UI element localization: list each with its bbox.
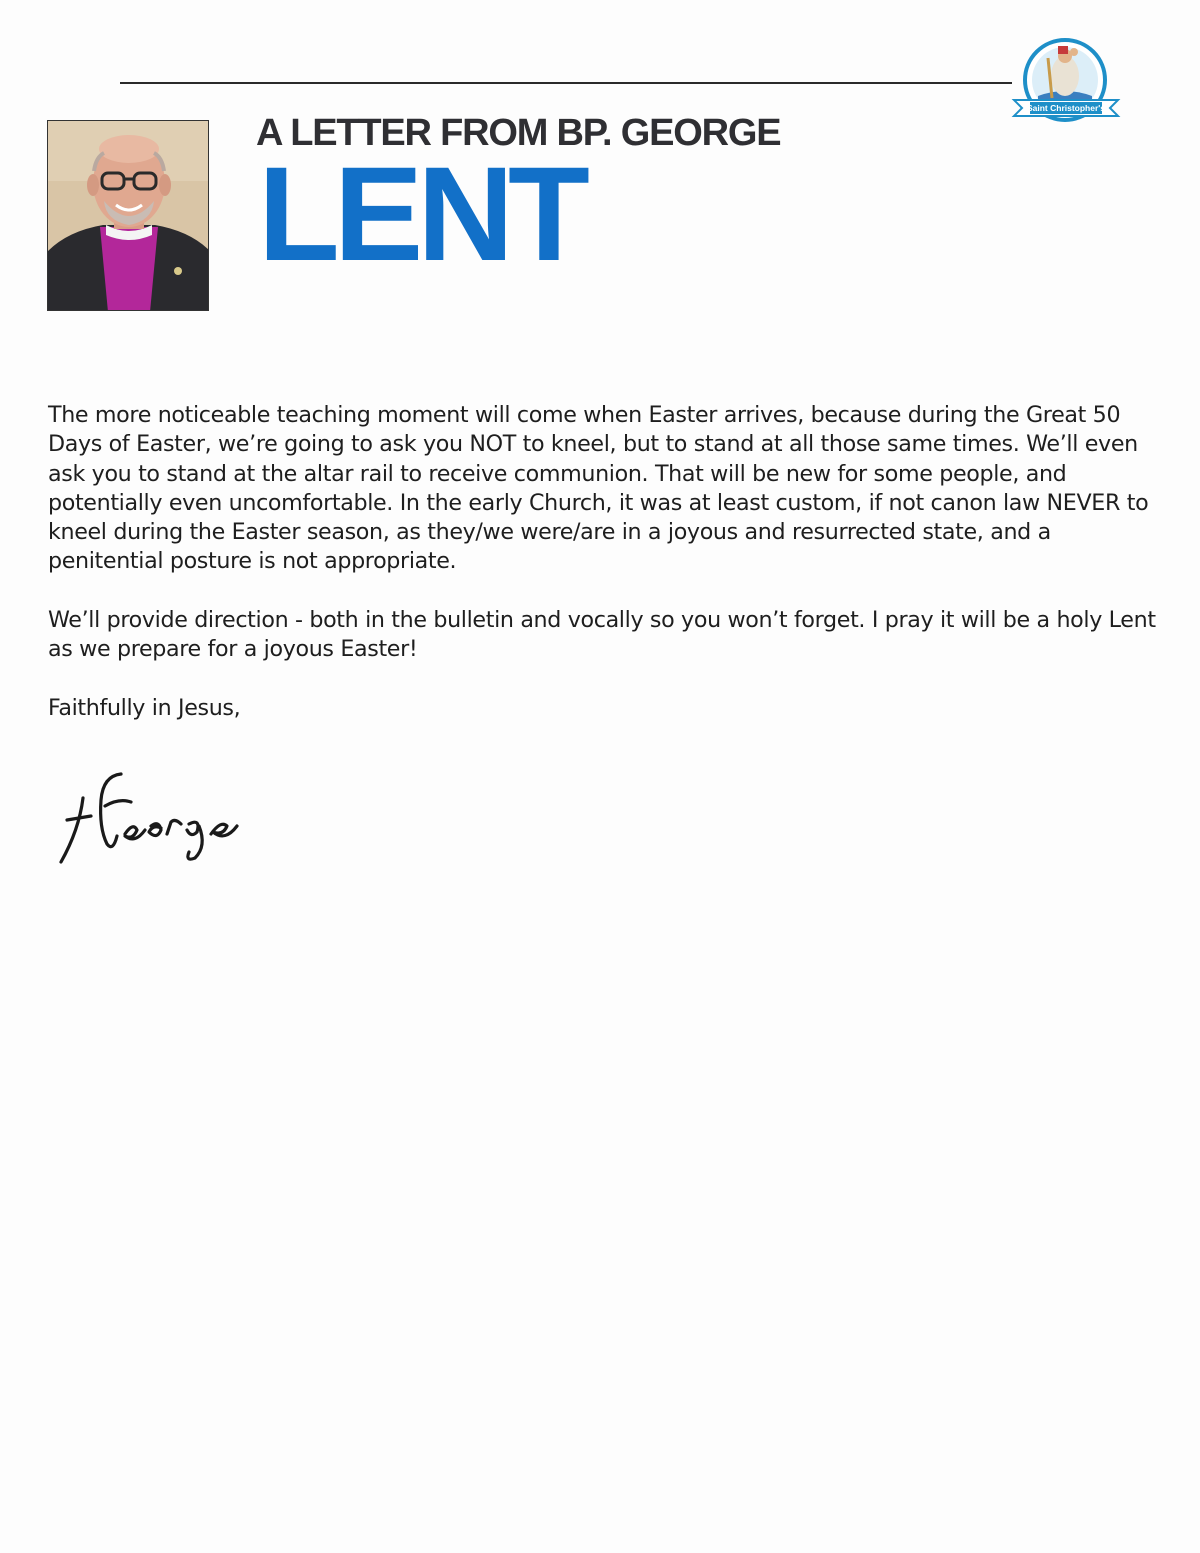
bishop-portrait <box>47 120 209 311</box>
logo-ribbon-text: Saint Christopher's <box>1026 103 1106 113</box>
letter-paragraph: The more noticeable teaching moment will come when Easter arrives, because during the Great 50 Days of Easter, we’re going to ask you NOT to kneel, but to stand at all those same times. We’ll even ask you to stand at the altar rail to receive communion. That will be new for some people, and potentially even uncomfortable. In the early Church, it was at least custom, if not canon law NEVER to kneel during the Easter season, as they/we were/are in a joyous and resurrected state, and a penitential posture is not appropriate. <box>48 402 1149 575</box>
letter-closing: Faithfully in Jesus, <box>48 694 241 721</box>
signature-image <box>55 770 245 870</box>
letter-kicker: A LETTER FROM BP. GEORGE <box>256 112 781 154</box>
letter-paragraph: We’ll provide direction - both in the bulletin and vocally so you won’t forget. I pray it will be a holy Lent as we prepare for a joyous Easter! <box>48 607 1156 663</box>
letter-body <box>48 401 1158 753</box>
page-title: LENT <box>258 140 584 289</box>
header-rule <box>120 82 1012 84</box>
saint-christophers-logo <box>1010 38 1122 128</box>
